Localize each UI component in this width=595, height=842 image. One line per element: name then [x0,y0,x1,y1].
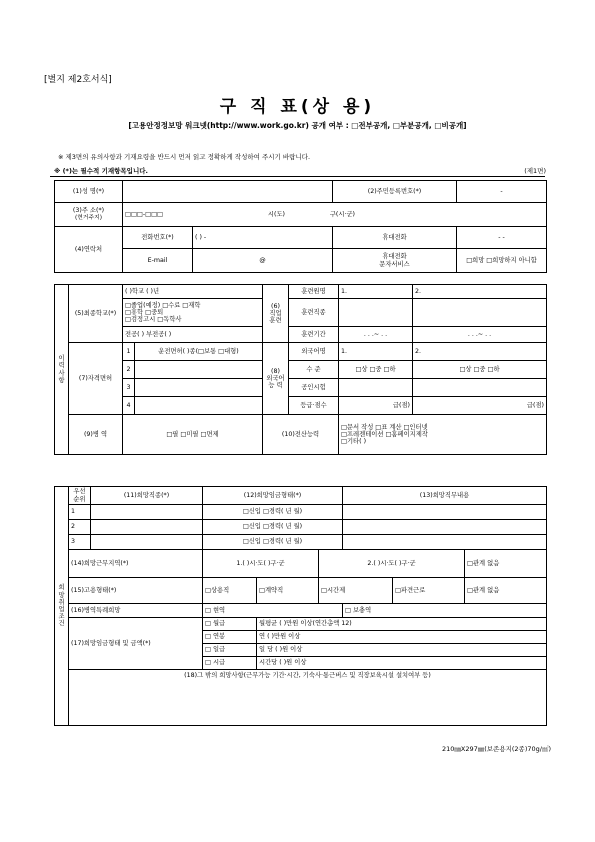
phone-label: 전화번호(*) [123,227,193,249]
training-type-2[interactable] [413,299,547,327]
wage-label: (17)희망임금형태 및 금액(*) [69,618,203,670]
form-title: 구 직 표(상 용) [219,97,376,117]
basic-info-table [54,180,547,273]
military-special-reserve[interactable]: □ 보충역 [343,604,547,618]
training-period-1[interactable]: . . .~ . . [339,327,413,343]
language-exam-1[interactable] [339,379,413,397]
sms-label: 휴대전화 문자서비스 [333,249,457,273]
priority-1: 1 [69,505,91,520]
history-section-label: 이 력 사 항 [55,285,69,455]
language-name-1[interactable]: 1. [339,343,413,361]
language-grade-1[interactable]: 급(점) [339,397,413,415]
training-course-1[interactable]: 1. [339,285,413,299]
license-row-3: 3 [123,379,135,397]
required-note: ※ (*)는 필수적 기재항목입니다. [54,167,148,175]
language-level-2[interactable]: □상 □중 □하 [413,361,547,379]
priority-2: 2 [69,520,91,535]
email-label: E-mail [123,249,193,273]
hope-career-3[interactable]: □신입 □경력( 년 월) [203,535,343,550]
name-field[interactable] [123,181,333,203]
hope-career-1[interactable]: □신입 □경력( 년 월) [203,505,343,520]
disclosure-options: [고용안정정보망 워크넷(http://www.work.go.kr) 공개 여부 : □전부공개, □부분공개, □비공개] [128,121,467,130]
training-label: (6) 직업 훈련 [263,285,289,343]
language-level-label: 수 준 [289,361,339,379]
wage-annual-field[interactable]: 연 ( )만원 이상 [257,631,547,644]
hope-duty-1[interactable] [343,505,547,520]
email-field[interactable]: @ [193,249,333,273]
hope-duty-3[interactable] [343,535,547,550]
other-hopes-field[interactable]: (18)그 밖의 희망사항(근무가능 기간·시간, 기숙사·통근버스 및 직장보육시설 설치여부 등) [69,670,547,726]
computer-label: (10)전산능력 [263,415,339,455]
language-grade-2[interactable]: 급(점) [413,397,547,415]
language-level-1[interactable]: □상 □중 □하 [339,361,413,379]
license-field-4[interactable] [135,397,263,415]
hope-region-label: (14)희망근무지역(*) [69,550,203,578]
hope-career-2[interactable]: □신입 □경력( 년 월) [203,520,343,535]
employ-type-label: (15)고용형태(*) [69,578,203,604]
language-exam-2[interactable] [413,379,547,397]
military-label: (9)병 역 [69,415,123,455]
wage-monthly-option[interactable]: □ 월급 [203,618,257,631]
hope-region-1[interactable]: 1.( )시·도( )구·군 [203,550,319,578]
contact-label: (4)연락처 [55,227,123,273]
major-field[interactable]: 전공( ) 부전공( ) [123,327,263,343]
training-type-1[interactable] [339,299,413,327]
language-name-2[interactable]: 2. [413,343,547,361]
training-period-2[interactable]: . . .~ . . [413,327,547,343]
mobile-field[interactable]: - - [457,227,547,249]
hope-conditions-table [54,486,547,726]
language-name-label: 외국어명 [289,343,339,361]
language-grade-label: 등급·점수 [289,397,339,415]
sms-options[interactable]: □희망 □희망하지 아니함 [457,249,547,273]
hope-hire-type-label: (12)희망임금형태(*) [203,487,343,505]
training-course-2[interactable]: 2. [413,285,547,299]
paper-spec: 210㎜X297㎜(보존용지(2종)70g/㎡) [441,745,551,753]
language-exam-label: 공인시험 [289,379,339,397]
education-status-options[interactable]: □졸업(예정) □수료 □재학 □휴학 □중퇴 □검정고시 □독학사 [123,299,263,327]
phone-field[interactable]: ( ) - [193,227,333,249]
employ-permanent[interactable]: □상용직 [203,578,257,604]
rrn-label: (2)주민등록번호(*) [333,181,457,203]
license-field-3[interactable] [135,379,263,397]
wage-daily-field[interactable]: 일 당 ( )원 이상 [257,644,547,657]
license-row-1: 1 [123,343,135,361]
hope-duty-label: (13)희망직무내용 [343,487,547,505]
priority-label: 우선 순위 [69,487,91,505]
wage-daily-option[interactable]: □ 일급 [203,644,257,657]
training-course-label: 훈련원명 [289,285,339,299]
license-field-2[interactable] [135,361,263,379]
page-number: (제1면) [524,167,546,175]
driver-license-field[interactable]: 운전면허( )종(□보통 □대형) [135,343,263,361]
employ-part-time[interactable]: □시간제 [319,578,393,604]
school-field[interactable]: ( )학교 ( )년 [123,285,263,299]
address-field[interactable]: □□□-□□□ 시(도) 구(시·군) [123,203,547,227]
wage-monthly-field[interactable]: 월평균 ( )만원 이상(연간총액 12) [257,618,547,631]
wage-hourly-option[interactable]: □ 시급 [203,657,257,670]
military-options[interactable]: □필 □미필 □면제 [123,415,263,455]
instruction-notice: ※ 제3면의 유의사항과 기재요령을 반드시 먼저 읽고 정확하게 작성하여 주시기 바랍니다. [58,153,311,161]
license-row-2: 2 [123,361,135,379]
wage-annual-option[interactable]: □ 연봉 [203,631,257,644]
hope-job-3[interactable] [91,535,203,550]
mobile-label: 휴대전화 [333,227,457,249]
address-label: (3)주 소(*) (현거주지) [55,203,123,227]
employ-no-matter[interactable]: □관계 없음 [465,578,547,604]
language-label: (8) 외국어 능 력 [263,343,289,415]
military-special-active[interactable]: □ 현역 [203,604,343,618]
license-row-4: 4 [123,397,135,415]
hope-region-2[interactable]: 2.( )시·도( )구·군 [319,550,465,578]
wage-hourly-field[interactable]: 시간당 ( )원 이상 [257,657,547,670]
license-label: (7)자격면허 [69,343,123,415]
employ-contract[interactable]: □계약직 [257,578,319,604]
training-period-label: 훈련기간 [289,327,339,343]
training-type-label: 훈련직종 [289,299,339,327]
history-table [54,284,547,455]
education-label: (5)최종학교(*) [69,285,123,343]
computer-options[interactable]: □문서 작성 □표 계산 □인터넷 □프레젠테이션 □홈페이지제작 □기타( ) [339,415,547,455]
form-number-label: [별지 제2호서식] [44,75,112,85]
hope-job-2[interactable] [91,520,203,535]
hope-section-label: 희 망 취 업 조 건 [55,487,69,726]
hope-job-label: (11)희망직종(*) [91,487,203,505]
divider [50,176,545,177]
hope-region-no-matter[interactable]: □관계 없음 [465,550,547,578]
employ-dispatch[interactable]: □파견근로 [393,578,465,604]
priority-3: 3 [69,535,91,550]
military-special-label: (16)병역특례희망 [69,604,203,618]
name-label: (1)성 명(*) [55,181,123,203]
rrn-field[interactable]: - [457,181,547,203]
hope-job-1[interactable] [91,505,203,520]
hope-duty-2[interactable] [343,520,547,535]
